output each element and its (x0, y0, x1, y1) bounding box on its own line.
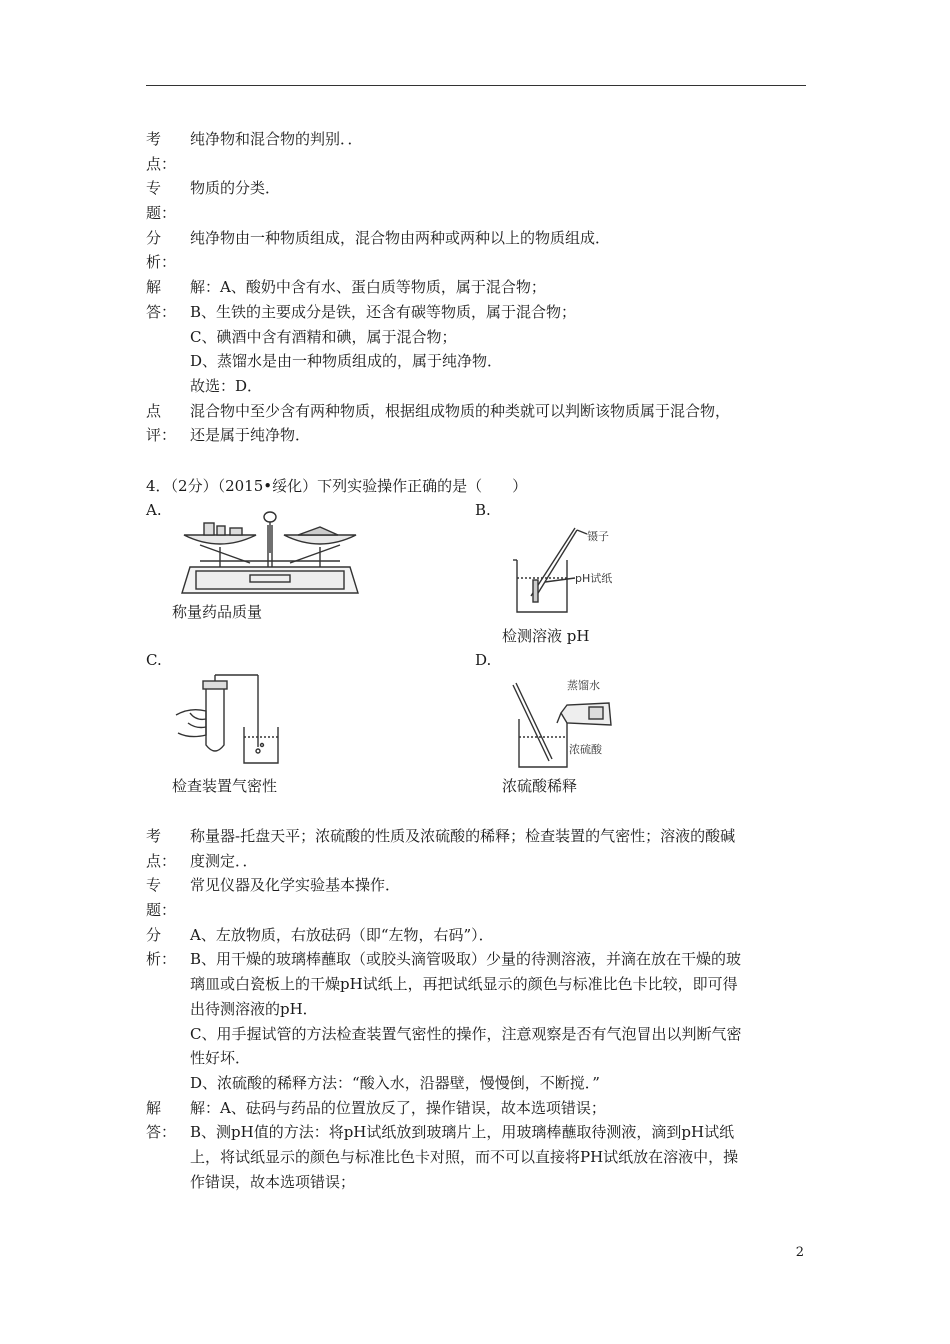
answer-section-q3 (146, 127, 816, 448)
question-stem: 4．（2分）（2015•绥化）下列实验操作正确的是（ ） (146, 477, 528, 495)
text-row: D、浓硫酸的稀释方法：“酸入水，沿器壁，慢慢倒，不断搅．” (190, 1073, 600, 1092)
text-row: 故选：D． (190, 376, 263, 395)
text-row: 分 A、左放物质，右放砝码（即“左物，右码”）． (146, 925, 494, 944)
caption-b: 检测溶液 pH (502, 627, 590, 645)
text-row: 分 纯净物由一种物质组成，混合物由两种或两种以上的物质组成． (146, 228, 611, 247)
text-row: D、蒸馏水是由一种物质组成的，属于纯净物． (190, 352, 503, 371)
page-number: 2 (795, 1245, 804, 1260)
text-row: 考 纯净物和混合物的判别．． (146, 130, 363, 148)
text-row: 出待测溶液的pH． (190, 999, 318, 1018)
dilution-figure (505, 675, 655, 770)
tweezers-label: 镊子 (587, 530, 609, 543)
text-row: 专 常见仪器及化学实验基本操作． (146, 876, 401, 895)
text-row: C、碘酒中含有酒精和碘，属于混合物； (190, 327, 457, 346)
option-a-label: A. (146, 501, 162, 519)
caption-c: 检查装置气密性 (172, 777, 278, 795)
airtightness-figure (170, 675, 290, 765)
text-row: 题： (146, 204, 177, 223)
text-row: 点： (146, 154, 177, 173)
distilled-water-label: 蒸馏水 (567, 679, 600, 692)
text-row: 作错误，故本选项错误； (190, 1172, 356, 1191)
text-row: 解 解：A、砝码与药品的位置放反了，操作错误，故本选项错误； (146, 1098, 606, 1117)
caption-d: 浓硫酸稀释 (502, 777, 578, 795)
text-row: 点 混合物中至少含有两种物质，根据组成物质的种类就可以判断该物质属于混合物， (146, 401, 731, 420)
ph-paper-label: pH试纸 (575, 572, 613, 585)
text-row: 析： (146, 253, 177, 272)
caption-a: 称量药品质量 (172, 603, 263, 621)
text-row: C、用手握试管的方法检查装置气密性的操作，注意观察是否有气泡冒出以判断气密 (190, 1024, 742, 1043)
header-rule (146, 85, 806, 86)
text-row: 考 称量器-托盘天平；浓硫酸的性质及浓硫酸的稀释；检查装置的气密性；溶液的酸碱 (146, 827, 736, 845)
text-row: 解 解：A、酸奶中含有水、蛋白质等物质，属于混合物； (146, 278, 546, 297)
option-d-label: D. (475, 651, 492, 669)
text-row: 性好坏． (190, 1049, 251, 1068)
text-row: 璃皿或白瓷板上的干燥pH试纸上，再把试纸显示的颜色与标准比色卡比较，即可得 (190, 975, 738, 994)
ph-test-figure (505, 520, 655, 620)
answer-section-q4 (146, 824, 816, 1194)
text-row: 答： B、测pH值的方法：将pH试纸放到玻璃片上，用玻璃棒蘸取待测液，滴到pH试纸 (146, 1123, 735, 1142)
text-row: 析： B、用干燥的玻璃棒蘸取（或胶头滴管吸取）少量的待测溶液，并滴在放在干燥的玻 (146, 950, 742, 969)
text-row: 上，将试纸显示的颜色与标准比色卡对照，而不可以直接将PH试纸放在溶液中，操 (190, 1147, 739, 1166)
text-row: 评： 还是属于纯净物． (146, 426, 311, 445)
sulfuric-acid-label: 浓硫酸 (569, 743, 602, 756)
text-row: 题： (146, 901, 177, 920)
text-row: 点： 度测定．． (146, 851, 258, 870)
text-row: 专 物质的分类． (146, 179, 281, 198)
balance-figure (170, 505, 370, 600)
option-c-label: C. (146, 651, 162, 669)
text-row: 答： B、生铁的主要成分是铁，还含有碳等物质，属于混合物； (146, 302, 577, 321)
option-b-label: B. (475, 501, 491, 519)
